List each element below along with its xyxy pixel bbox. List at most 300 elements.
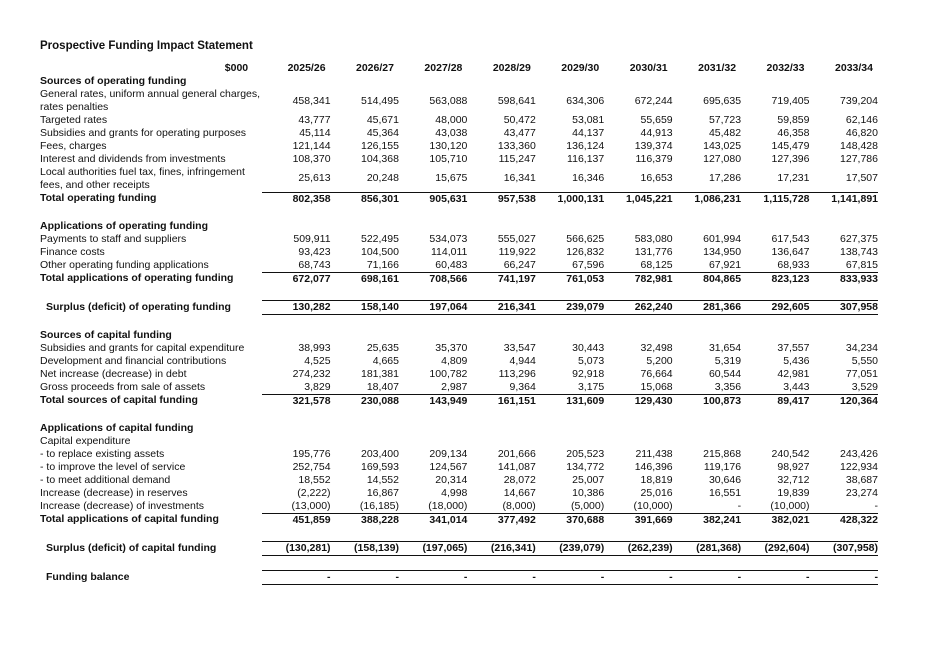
value-cell: 67,921 <box>708 258 742 271</box>
row-label: Subsidies and grants for capital expenditure <box>40 341 245 354</box>
row-label: Development and financial contributions <box>40 354 227 367</box>
spacer-cell <box>40 408 878 422</box>
value-cell: 201,666 <box>497 447 536 460</box>
table-row <box>40 246 878 259</box>
value-cell: 802,358 <box>262 192 330 206</box>
value-cell: 17,231 <box>777 172 810 185</box>
value-cell: (10,000) <box>633 499 673 512</box>
value-cell: 119,176 <box>703 460 742 473</box>
row-label: Increase (decrease) in reserves <box>40 486 188 499</box>
value-cell: 215,868 <box>703 447 742 460</box>
value-cell: 18,819 <box>640 473 673 486</box>
value-cell: 240,542 <box>771 447 810 460</box>
value-cell: 115,247 <box>498 153 536 165</box>
value-cell: 195,776 <box>292 447 331 460</box>
value-cell: 120,364 <box>810 394 879 408</box>
value-cell: 134,950 <box>703 245 742 258</box>
row-label: Total applications of operating funding <box>40 272 234 285</box>
value-cell <box>741 435 809 448</box>
value-cell: - <box>399 570 467 584</box>
value-cell: 37,557 <box>777 341 810 354</box>
value-cell: 148,428 <box>840 140 878 152</box>
value-cell: 116,137 <box>567 153 605 165</box>
value-cell: 23,274 <box>845 486 878 499</box>
value-cell: 307,958 <box>810 300 879 314</box>
value-cell: 5,073 <box>577 354 605 367</box>
value-cell: 45,364 <box>366 127 399 139</box>
value-cell: 131,609 <box>536 394 604 408</box>
row-label: Gross proceeds from sale of assets <box>40 380 206 393</box>
value-cell: - <box>262 570 330 584</box>
value-cell: 16,551 <box>708 486 742 499</box>
value-cell: 43,038 <box>435 127 468 139</box>
year-header: 2029/30 <box>561 62 600 74</box>
value-cell: 856,301 <box>331 192 399 206</box>
table-row <box>40 342 878 355</box>
value-cell: 143,025 <box>703 140 742 152</box>
value-cell: - <box>467 570 535 584</box>
value-cell: 5,200 <box>646 354 673 367</box>
value-cell: 782,981 <box>604 272 672 286</box>
value-cell: 30,443 <box>572 341 605 354</box>
value-cell: 25,016 <box>640 486 673 499</box>
spacer-row <box>40 206 878 220</box>
table-row <box>40 140 878 153</box>
value-cell: 68,743 <box>298 258 331 271</box>
value-cell: 428,322 <box>810 513 879 527</box>
value-cell: (216,341) <box>467 541 535 555</box>
spacer-row <box>40 555 878 570</box>
value-cell <box>399 435 467 448</box>
value-cell: (16,185) <box>359 499 399 512</box>
value-cell: 53,081 <box>572 114 605 126</box>
value-cell: 43,777 <box>298 114 331 126</box>
value-cell: 126,155 <box>361 140 399 152</box>
value-cell: 16,346 <box>572 172 605 185</box>
value-cell: - <box>673 570 741 584</box>
value-cell: 77,051 <box>845 367 878 380</box>
value-cell: 19,839 <box>777 486 810 499</box>
value-cell: 9,364 <box>509 380 536 393</box>
value-cell: 126,832 <box>566 245 605 258</box>
year-header: 2033/34 <box>835 62 873 74</box>
table-row <box>40 355 878 368</box>
row-label: Funding balance <box>46 570 130 583</box>
table-row <box>40 448 878 461</box>
value-cell: 957,538 <box>467 192 535 206</box>
value-cell: 1,141,891 <box>810 192 879 206</box>
value-cell: 18,552 <box>298 473 331 486</box>
row-label: Capital expenditure <box>40 434 131 447</box>
value-cell: 136,647 <box>771 245 810 258</box>
surplus-row <box>40 541 878 555</box>
spacer-row <box>40 408 878 422</box>
value-cell: 158,140 <box>331 300 399 314</box>
row-label: Surplus (deficit) of capital funding <box>46 541 217 554</box>
value-cell: 698,161 <box>331 272 399 286</box>
value-cell: 555,027 <box>497 232 536 245</box>
value-cell: 114,011 <box>430 245 468 258</box>
row-label: Total sources of capital funding <box>40 394 198 407</box>
value-cell: 1,115,728 <box>741 192 809 206</box>
value-cell: 243,426 <box>840 447 878 460</box>
table-body <box>40 75 878 584</box>
value-cell: 1,045,221 <box>604 192 672 206</box>
surplus-row <box>40 570 878 584</box>
value-cell: 130,120 <box>429 140 468 152</box>
value-cell: 598,641 <box>497 94 536 107</box>
value-cell: 57,723 <box>708 114 742 126</box>
value-cell: 274,232 <box>292 367 331 380</box>
value-cell: - <box>741 570 809 584</box>
total-row <box>40 272 878 286</box>
value-cell: - <box>536 570 604 584</box>
row-label: Total operating funding <box>40 192 157 205</box>
year-header: 2028/29 <box>492 62 531 74</box>
value-cell: 617,543 <box>771 232 810 245</box>
value-cell: (262,239) <box>604 541 672 555</box>
section-heading: Sources of capital funding <box>40 328 172 341</box>
row-label: Fees, charges <box>40 140 107 152</box>
value-cell: 25,635 <box>366 341 399 354</box>
value-cell: 18,407 <box>366 380 399 393</box>
value-cell: 3,529 <box>851 380 878 393</box>
table-row <box>40 127 878 140</box>
value-cell: 181,381 <box>361 367 399 380</box>
value-cell <box>673 435 741 448</box>
value-cell: 38,687 <box>845 473 878 486</box>
value-cell: 89,417 <box>741 394 809 408</box>
value-cell: 14,552 <box>366 473 399 486</box>
year-header: 2027/28 <box>424 62 463 74</box>
spacer-cell <box>40 314 878 329</box>
value-cell: 804,865 <box>673 272 741 286</box>
value-cell: 451,859 <box>262 513 330 527</box>
section-heading-row <box>40 220 878 233</box>
value-cell: - <box>810 570 879 584</box>
row-label: Interest and dividends from investments <box>40 153 226 165</box>
value-cell: 67,596 <box>572 258 605 271</box>
value-cell: 761,053 <box>536 272 604 286</box>
value-cell: 601,994 <box>703 232 742 245</box>
value-cell: 76,664 <box>640 367 673 380</box>
value-cell: 3,356 <box>714 380 742 393</box>
table-row <box>40 233 878 246</box>
value-cell: 5,319 <box>714 354 742 367</box>
unit-label: $000 <box>224 62 249 74</box>
value-cell: 391,669 <box>604 513 672 527</box>
value-cell: 833,933 <box>810 272 879 286</box>
value-cell: 563,088 <box>429 94 468 107</box>
value-cell: 45,114 <box>299 127 331 139</box>
value-cell: 14,667 <box>503 486 536 499</box>
total-row <box>40 394 878 408</box>
value-cell: 145,479 <box>771 140 810 152</box>
value-cell: 42,981 <box>777 367 810 380</box>
value-cell: 98,927 <box>777 460 810 473</box>
value-cell: 108,370 <box>292 153 331 165</box>
row-label: - to replace existing assets <box>40 447 165 460</box>
value-cell <box>262 435 330 448</box>
value-cell: (197,065) <box>399 541 467 555</box>
value-cell: 5,436 <box>783 354 810 367</box>
table-row <box>40 435 878 448</box>
value-cell: 203,400 <box>361 447 399 460</box>
value-cell: 3,829 <box>304 380 331 393</box>
value-cell: 216,341 <box>467 300 535 314</box>
value-cell: 2,987 <box>441 380 468 393</box>
value-cell: 281,366 <box>673 300 741 314</box>
value-cell: 121,144 <box>292 140 331 152</box>
spacer-row <box>40 527 878 542</box>
value-cell: 239,079 <box>536 300 604 314</box>
value-cell: 48,000 <box>435 114 468 126</box>
year-header: 2031/32 <box>698 62 737 74</box>
spacer-cell <box>40 527 878 542</box>
value-cell: 672,244 <box>634 94 673 107</box>
year-header: 2030/31 <box>629 62 668 74</box>
value-cell: 377,492 <box>467 513 535 527</box>
value-cell: 627,375 <box>840 232 878 245</box>
value-cell: - <box>331 570 399 584</box>
value-cell: 741,197 <box>467 272 535 286</box>
value-cell: 71,166 <box>366 258 399 271</box>
spacer-cell <box>40 555 878 570</box>
row-label: Payments to staff and suppliers <box>40 232 187 245</box>
value-cell: 15,675 <box>435 172 468 185</box>
value-cell: 131,776 <box>634 245 673 258</box>
value-cell: 197,064 <box>399 300 467 314</box>
value-cell: 514,495 <box>361 94 399 107</box>
value-cell: 566,625 <box>566 232 605 245</box>
page-title: Prospective Funding Impact Statement <box>40 40 253 52</box>
table-row <box>40 500 878 514</box>
value-cell: 35,370 <box>435 341 468 354</box>
value-cell: 5,550 <box>851 354 878 367</box>
value-cell: (307,958) <box>810 541 879 555</box>
value-cell: 32,712 <box>777 473 810 486</box>
value-cell: 205,523 <box>566 447 605 460</box>
value-cell: 34,234 <box>845 341 878 354</box>
value-cell: 127,786 <box>840 153 878 165</box>
value-cell: 708,566 <box>399 272 467 286</box>
value-cell: 92,918 <box>572 367 605 380</box>
value-cell: 45,671 <box>366 114 399 126</box>
section-heading: Sources of operating funding <box>40 75 187 87</box>
value-cell: 20,248 <box>366 172 399 185</box>
row-label: Surplus (deficit) of operating funding <box>46 300 231 313</box>
header-row <box>40 62 878 75</box>
table-row <box>40 461 878 474</box>
value-cell: 62,146 <box>845 114 878 126</box>
value-cell: 124,567 <box>429 460 468 473</box>
row-label: Subsidies and grants for operating purposes <box>40 127 247 139</box>
surplus-row <box>40 300 878 314</box>
value-cell: 134,772 <box>566 460 605 473</box>
value-cell: 116,379 <box>635 153 673 165</box>
value-cell: 458,341 <box>292 94 331 107</box>
value-cell: - <box>604 570 672 584</box>
spacer-row <box>40 286 878 301</box>
value-cell: 1,000,131 <box>536 192 604 206</box>
value-cell: 370,688 <box>536 513 604 527</box>
spacer-row <box>40 314 878 329</box>
value-cell: 20,314 <box>435 473 468 486</box>
row-label: Finance costs <box>40 245 105 258</box>
total-row <box>40 513 878 527</box>
value-cell: 68,933 <box>777 258 810 271</box>
value-cell: 211,438 <box>635 447 673 460</box>
value-cell: 38,993 <box>298 341 331 354</box>
value-cell: 33,547 <box>503 341 536 354</box>
value-cell: 127,080 <box>703 153 742 165</box>
value-cell: 138,743 <box>840 245 878 258</box>
value-cell: 3,175 <box>577 380 605 393</box>
value-cell: 382,241 <box>673 513 741 527</box>
row-label: Local authorities fuel tax, fines, infringement fees, and other receipts <box>40 166 245 191</box>
value-cell: 59,859 <box>777 114 810 126</box>
section-heading-row <box>40 329 878 342</box>
value-cell: 382,021 <box>741 513 809 527</box>
value-cell: 161,151 <box>467 394 535 408</box>
value-cell: 93,423 <box>298 245 331 258</box>
value-cell: 60,544 <box>708 367 742 380</box>
value-cell: 509,911 <box>293 232 331 245</box>
row-label: General rates, uniform annual general charges, rates penalties <box>40 88 261 113</box>
value-cell <box>536 435 604 448</box>
value-cell: 4,944 <box>509 354 536 367</box>
value-cell: (10,000) <box>770 499 810 512</box>
value-cell: - <box>874 499 878 512</box>
spacer-cell <box>40 206 878 220</box>
value-cell: 60,483 <box>435 258 468 271</box>
value-cell: 67,815 <box>845 258 878 271</box>
table-row <box>40 368 878 381</box>
value-cell: (5,000) <box>570 499 605 512</box>
value-cell: 17,507 <box>845 172 878 185</box>
value-cell: 905,631 <box>399 192 467 206</box>
section-heading-row <box>40 422 878 435</box>
value-cell: 129,430 <box>604 394 672 408</box>
table-row <box>40 381 878 395</box>
value-cell: 141,087 <box>497 460 536 473</box>
value-cell: 43,477 <box>503 127 536 139</box>
value-cell: 1,086,231 <box>673 192 741 206</box>
table-row <box>40 153 878 166</box>
value-cell: 634,306 <box>566 94 605 107</box>
row-label: - to meet additional demand <box>40 473 171 486</box>
value-cell: (130,281) <box>262 541 330 555</box>
table-row <box>40 114 878 127</box>
value-cell: (2,222) <box>297 486 331 499</box>
section-heading: Applications of operating funding <box>40 219 208 232</box>
row-label: - to improve the level of service <box>40 460 186 473</box>
value-cell: 28,072 <box>503 473 536 486</box>
table-row <box>40 259 878 273</box>
value-cell: 522,495 <box>361 232 399 245</box>
value-cell: 66,247 <box>503 258 536 271</box>
value-cell: 130,282 <box>262 300 330 314</box>
section-heading: Applications of capital funding <box>40 421 194 434</box>
row-label: Net increase (decrease) in debt <box>40 367 187 380</box>
value-cell <box>467 435 535 448</box>
value-cell: 104,368 <box>361 153 399 165</box>
value-cell: 143,949 <box>399 394 467 408</box>
value-cell: 45,482 <box>708 127 742 139</box>
row-label: Targeted rates <box>40 114 108 126</box>
value-cell: 44,913 <box>640 127 673 139</box>
year-header: 2025/26 <box>287 62 326 74</box>
value-cell: (158,139) <box>331 541 399 555</box>
value-cell: 25,007 <box>572 473 605 486</box>
value-cell: 136,124 <box>566 140 605 152</box>
year-header: 2032/33 <box>766 62 805 74</box>
value-cell: 388,228 <box>331 513 399 527</box>
funding-impact-table <box>40 62 878 585</box>
value-cell: 44,137 <box>572 127 605 139</box>
value-cell: 16,653 <box>640 172 673 185</box>
value-cell: 10,386 <box>572 486 605 499</box>
value-cell: 139,374 <box>634 140 673 152</box>
value-cell: 122,934 <box>840 460 878 473</box>
table-row <box>40 88 878 114</box>
value-cell: (281,368) <box>673 541 741 555</box>
value-cell: 321,578 <box>262 394 330 408</box>
spacer-cell <box>40 286 878 301</box>
value-cell: 16,341 <box>503 172 536 185</box>
value-cell: 127,396 <box>771 153 810 165</box>
value-cell: 230,088 <box>331 394 399 408</box>
value-cell: 30,646 <box>708 473 742 486</box>
value-cell: (292,604) <box>741 541 809 555</box>
value-cell: 3,443 <box>783 380 810 393</box>
value-cell: 739,204 <box>840 94 878 107</box>
value-cell: 50,472 <box>503 114 536 126</box>
value-cell: 4,998 <box>441 486 468 499</box>
value-cell: 262,240 <box>604 300 672 314</box>
value-cell: 209,134 <box>429 447 468 460</box>
table-row <box>40 166 878 192</box>
value-cell: 252,754 <box>292 460 331 473</box>
table-row <box>40 487 878 500</box>
value-cell: 104,500 <box>361 245 399 258</box>
value-cell: 292,605 <box>741 300 809 314</box>
value-cell: 55,659 <box>640 114 673 126</box>
row-label: Other operating funding applications <box>40 258 209 271</box>
value-cell: 672,077 <box>262 272 330 286</box>
value-cell: 146,396 <box>634 460 673 473</box>
value-cell: 695,635 <box>703 94 742 107</box>
value-cell: 4,665 <box>372 354 399 367</box>
value-cell: 719,405 <box>771 94 810 107</box>
value-cell <box>331 435 399 448</box>
value-cell: 105,710 <box>429 153 468 165</box>
value-cell: 823,123 <box>741 272 809 286</box>
value-cell: 15,068 <box>640 380 673 393</box>
value-cell: 25,613 <box>298 172 331 185</box>
value-cell: 119,922 <box>498 245 536 258</box>
value-cell <box>604 435 672 448</box>
row-label: Total applications of capital funding <box>40 513 219 526</box>
value-cell: 4,809 <box>441 354 468 367</box>
value-cell: 46,820 <box>845 127 878 139</box>
value-cell: 4,525 <box>304 354 331 367</box>
value-cell: 17,286 <box>708 172 742 185</box>
section-heading-row <box>40 75 878 88</box>
value-cell: (13,000) <box>291 499 331 512</box>
value-cell: 100,873 <box>673 394 741 408</box>
table-row <box>40 474 878 487</box>
